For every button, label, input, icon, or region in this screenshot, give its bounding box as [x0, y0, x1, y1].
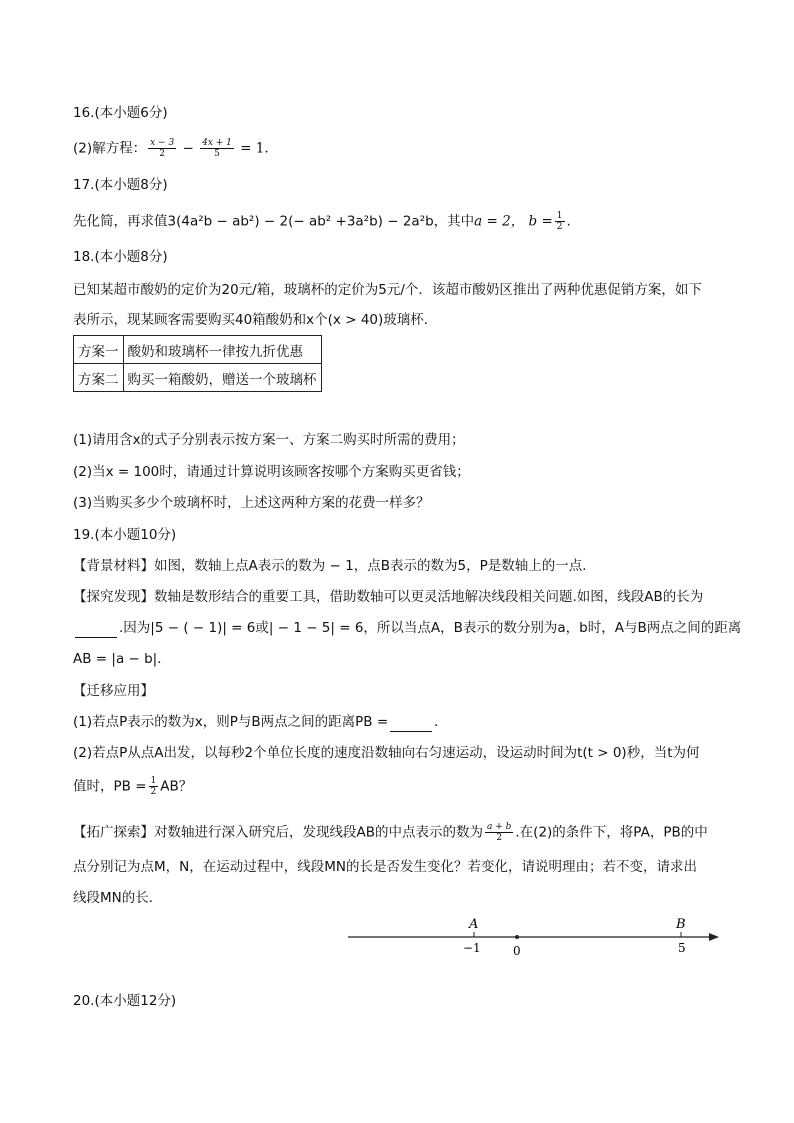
q16-f1-num: x − 3 — [150, 138, 175, 148]
q16-f2-num: 4x + 1 — [202, 138, 232, 148]
label-a: A — [469, 917, 479, 932]
q17-cond-b: b = — [528, 213, 553, 230]
q19-apply-1-end: ． — [434, 714, 448, 730]
tick-label-0: 0 — [513, 944, 521, 958]
q19-header: 19.(本小题10分) — [73, 527, 177, 543]
plans-table — [73, 335, 322, 392]
plan-desc: 购买一箱酸奶，赠送一个玻璃杯 — [123, 364, 321, 392]
q18-part-2: (2)当x = 100时，请通过计算说明该顾客按哪个方案购买更省钱； — [73, 464, 470, 480]
q19-half-num: 1 — [150, 776, 157, 786]
answer-blank — [390, 717, 432, 732]
q18-intro-2: 表所示，现某顾客需要购买40箱酸奶和x个(x > 40)玻璃杯． — [73, 312, 438, 328]
q16-prefix: (2)解方程： — [73, 140, 147, 157]
q17-b-fraction — [555, 211, 565, 232]
plan-name: 方案二 — [74, 364, 124, 392]
q19-extend-1-suffix: .在(2)的条件下，将PA，PB的中 — [515, 824, 708, 841]
q16-header: 16.(本小题6分) — [73, 105, 168, 121]
q19-apply-2: (2)若点P从点A出发，以每秒2个单位长度的速度沿数轴向右匀速运动，设运动时间为t(t > 0)秒，当t为何 — [73, 745, 700, 761]
q19-apply-1-text: (1)若点P表示的数为x，则P与B两点之间的距离PB = — [73, 714, 389, 730]
plan-desc: 酸奶和玻璃杯一律按九折优惠 — [123, 336, 321, 364]
q19-extend-1-text: 【拓广探索】对数轴进行深入研究后，发现线段AB的中点表示的数为 — [73, 824, 483, 841]
q17-text: 先化简，再求值3(4a²b − ab²) − 2(− ab² +3a²b) − 2a²b，其中 — [73, 213, 475, 230]
q17-body — [73, 211, 571, 232]
q19-extend-2: 点分别记为点M，N，在运动过程中，线段MN的长是否发生变化？若变化，请说明理由；若不变，请求出 — [73, 859, 697, 875]
q19-background: 【背景材料】如图，数轴上点A表示的数为 − 1，点B表示的数为5，P是数轴上的一点． — [73, 558, 596, 574]
q18-part-1: (1)请用含x的式子分别表示按方案一、方案二购买时所需的费用； — [73, 432, 465, 448]
q18-header: 18.(本小题8分) — [73, 249, 168, 265]
answer-blank — [75, 623, 117, 638]
q16-fraction-2 — [200, 138, 234, 159]
q19-midpoint-fraction — [485, 822, 513, 843]
q19-apply-1 — [73, 712, 448, 732]
tick-label-a: −1 — [463, 941, 481, 955]
q18-intro-1: 已知某超市酸奶的定价为20元/箱，玻璃杯的定价为5元/个．该超市酸奶区推出了两种优惠促销方案，如下 — [73, 282, 702, 298]
q16-fraction-1 — [148, 138, 176, 159]
q19-extend-1 — [73, 822, 708, 843]
q17-b-den: 2 — [556, 222, 563, 232]
q19-apply: 【迁移应用】 — [73, 683, 154, 699]
q19-apply-2b-end: AB？ — [160, 778, 193, 795]
q19-explore-2-text: .因为|5 − ( − 1)| = 6或| − 1 − 5| = 6，所以当点A，B表示的数分别为a，b时，A与B两点之间的距离 — [119, 620, 742, 636]
arrow-icon — [709, 933, 719, 941]
q17-end: . — [566, 213, 571, 230]
q19-mid-den: 2 — [496, 833, 503, 843]
number-line — [345, 910, 725, 960]
q16-equation — [73, 138, 269, 159]
tick-label-b: 5 — [678, 941, 686, 955]
q16-rhs: = 1. — [240, 140, 269, 157]
origin-point — [515, 935, 519, 939]
plan-name: 方案一 — [74, 336, 124, 364]
q19-explore-1: 【探究发现】数轴是数形结合的重要工具，借助数轴可以更灵活地解决线段相关问题.如图，线段AB的长为 — [73, 589, 704, 605]
q20-header: 20.(本小题12分) — [73, 993, 177, 1009]
q19-half-den: 2 — [150, 787, 157, 797]
q17-cond-a: a = 2， — [474, 213, 525, 230]
q19-apply-2b — [73, 776, 192, 797]
q17-b-num: 1 — [556, 211, 563, 221]
q19-explore-3: AB = |a − b|． — [73, 651, 171, 667]
q19-mid-num: a + b — [487, 822, 512, 832]
q18-part-3: (3)当购买多少个玻璃杯时，上述这两种方案的花费一样多？ — [73, 495, 430, 511]
q19-extend-3: 线段MN的长． — [73, 890, 163, 906]
q16-f1-den: 2 — [159, 149, 166, 159]
table-row — [74, 364, 322, 392]
q19-apply-2b-text: 值时，PB = — [73, 778, 147, 795]
q19-explore-2 — [73, 618, 741, 638]
q16-f2-den: 5 — [214, 149, 220, 159]
q19-half-fraction — [149, 776, 159, 797]
q16-minus: − — [182, 140, 194, 157]
q17-header: 17.(本小题8分) — [73, 177, 168, 193]
table-row — [74, 336, 322, 364]
label-b: B — [676, 917, 686, 932]
